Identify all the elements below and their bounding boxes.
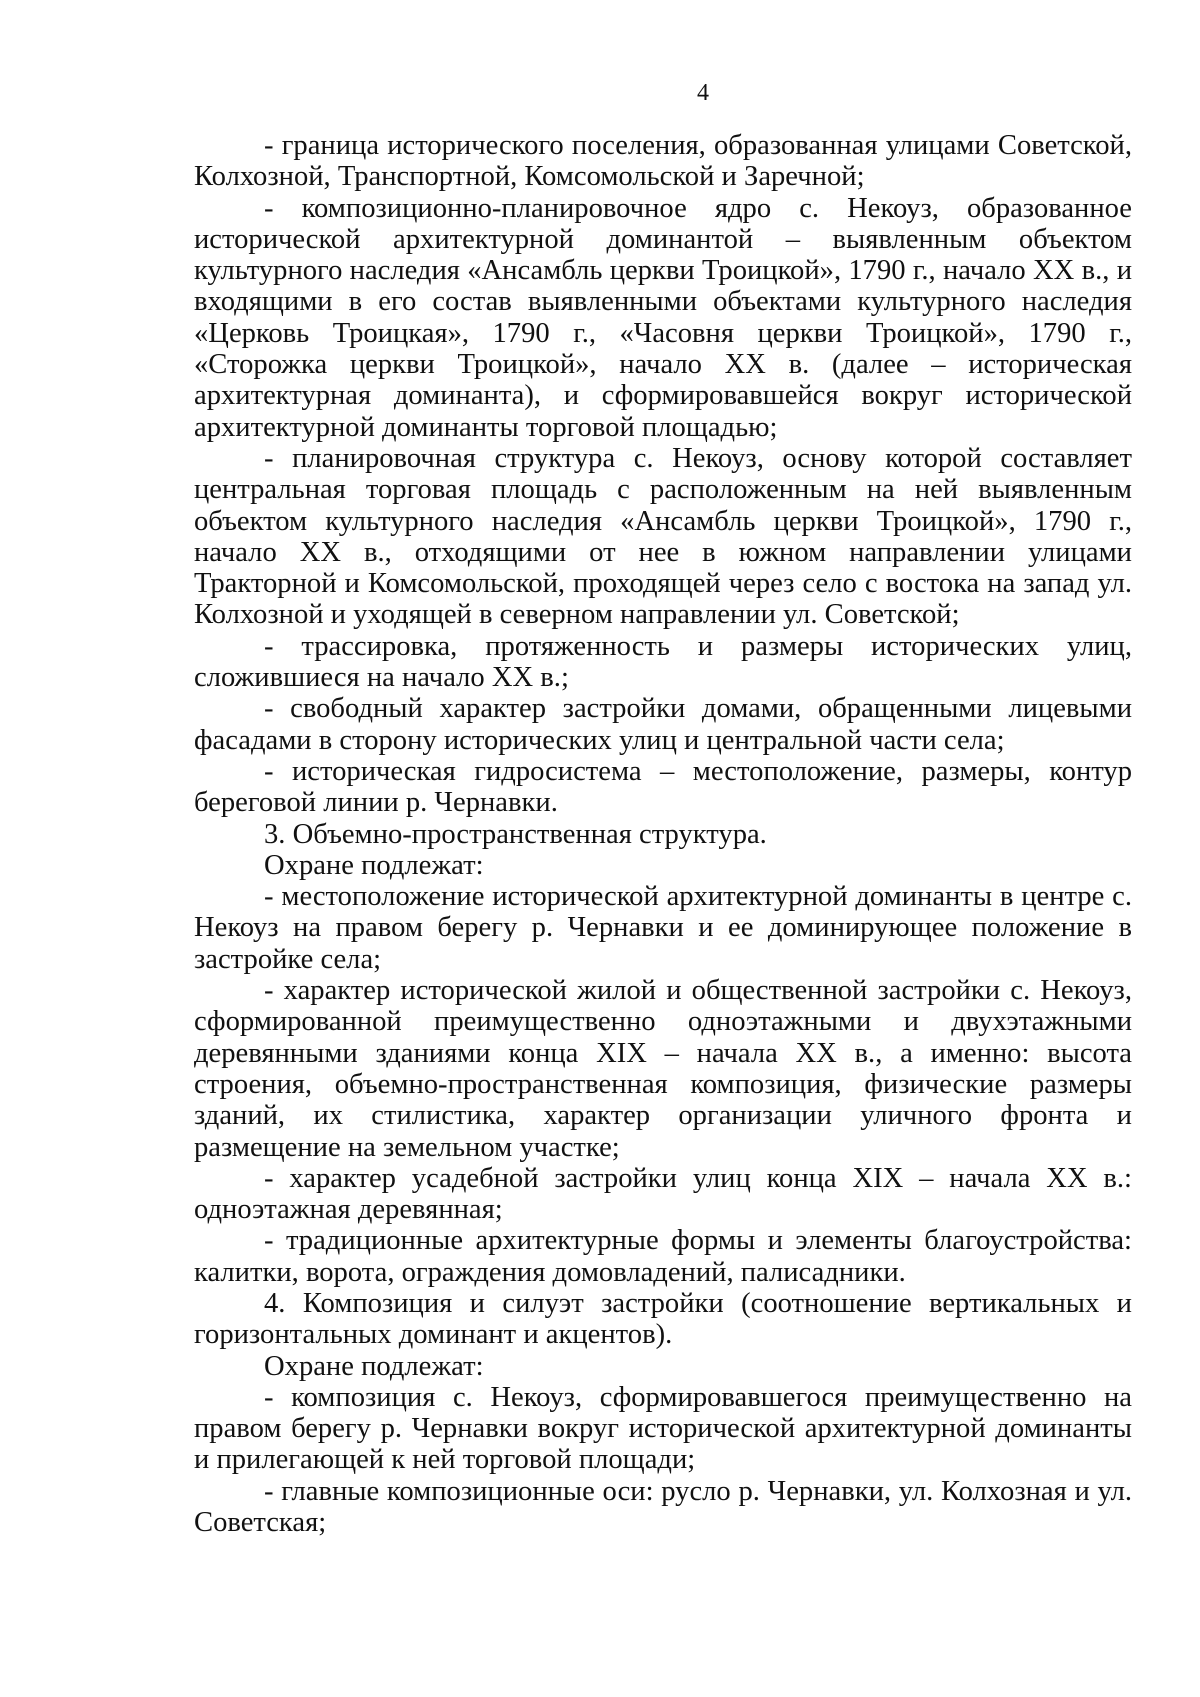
paragraph: - главные композиционные оси: русло р. Чернавки, ул. Колхозная и ул. Советская; (194, 1475, 1132, 1539)
paragraph: - композиция с. Некоуз, сформировавшегося преимущественно на правом берегу р. Чернавки вокруг исторической архитектурной доминанты и прилегающей к ней торговой площади; (194, 1381, 1132, 1476)
paragraph: - граница исторического поселения, образованная улицами Советской, Колхозной, Транспортной, Комсомольской и Заречной; (194, 130, 1132, 193)
paragraph: - планировочная структура с. Некоуз, основу которой составляет центральная торговая площадь с расположенным на ней выявленным объектом культурного наследия «Ансамбль церкви Троицкой», 1790 г., начало XX в., отходящими от нее в южном направлении улицами Тракторной и Комсомольской, проходящей через село с востока на запад ул. Колхозной и уходящей в северном направлении ул. Советской; (194, 442, 1132, 631)
paragraph: - характер усадебной застройки улиц конца XIX – начала XX в.: одноэтажная деревянная; (194, 1162, 1132, 1226)
page-number: 4 (697, 80, 709, 106)
paragraph: - традиционные архитектурные формы и элементы благоустройства: калитки, ворота, ограждения домовладений, палисадники. (194, 1225, 1132, 1288)
paragraph: - местоположение исторической архитектурной доминанты в центре с. Некоуз на правом берегу р. Чернавки и ее доминирующее положение в застройке села; (194, 881, 1132, 975)
paragraph: - характер исторической жилой и общественной застройки с. Некоуз, сформированной преимущественно одноэтажными и двухэтажными деревянными зданиями конца XIX – начала XX в., а именно: высота строения, объемно-пространственная композиция, физические размеры зданий, их стилистика, характер организации уличного фронта и размещение на земельном участке; (194, 975, 1132, 1163)
document-body (194, 130, 1132, 1538)
section-heading: 4. Композиция и силуэт застройки (соотношение вертикальных и горизонтальных доминант и акцентов). (194, 1287, 1132, 1351)
paragraph: - свободный характер застройки домами, обращенными лицевыми фасадами в сторону исторических улиц и центральной части села; (194, 693, 1132, 756)
section-heading: 3. Объемно-пространственная структура. (264, 818, 767, 850)
paragraph: Охране подлежат: (264, 849, 484, 881)
paragraph: - трассировка, протяженность и размеры исторических улиц, сложившиеся на начало XX в.; (194, 630, 1132, 694)
paragraph: - композиционно-планировочное ядро с. Некоуз, образованное исторической архитектурной доминантой – выявленным объектом культурного наследия «Ансамбль церкви Троицкой», 1790 г., начало XX в., и входящими в его состав выявленными объектами культурного наследия «Церковь Троицкая», 1790 г., «Часовня церкви Троицкой», 1790 г., «Сторожка церкви Троицкой», начало XX в. (далее – историческая архитектурная доминанта), и сформировавшейся вокруг исторической архитектурной доминанты торговой площадью; (194, 192, 1132, 443)
paragraph: - историческая гидросистема – местоположение, размеры, контур береговой линии р. Чернавки. (194, 755, 1132, 819)
paragraph: Охране подлежат: (264, 1350, 484, 1382)
